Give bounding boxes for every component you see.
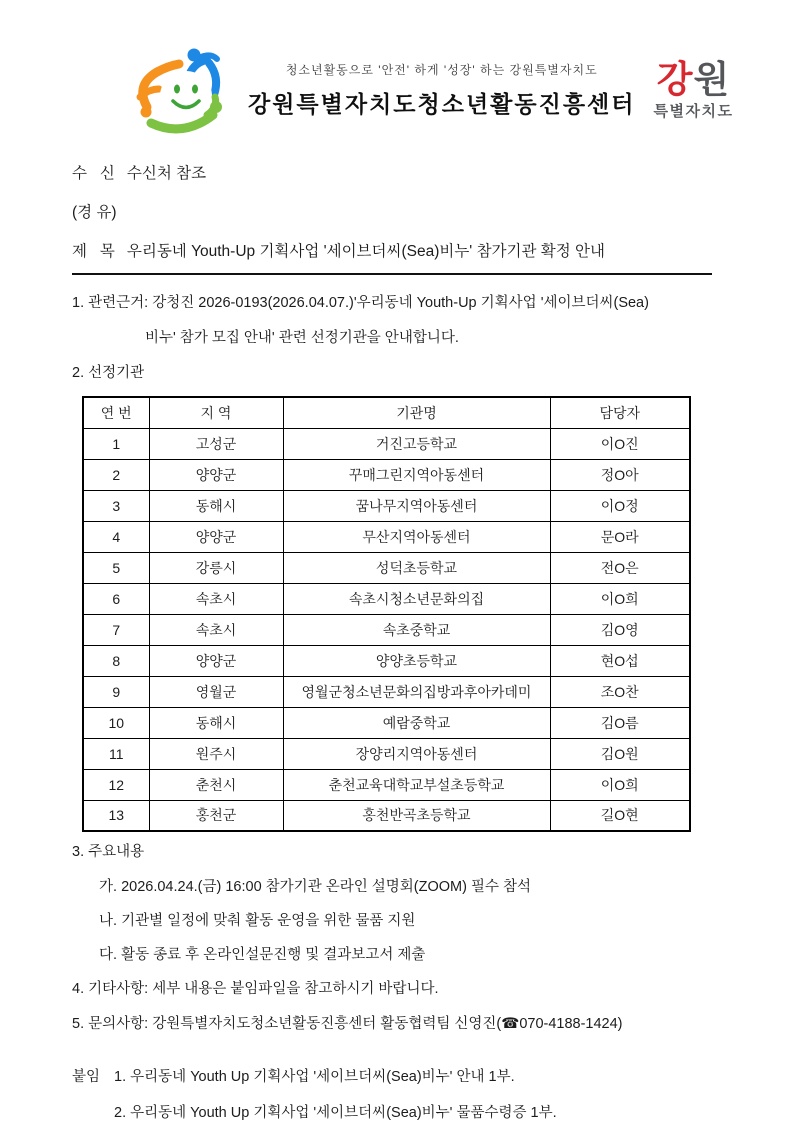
table-cell: 홍천군 (149, 800, 283, 831)
table-cell: 속초중학교 (283, 614, 550, 645)
selected-orgs-table (82, 396, 691, 832)
table-cell: 문O라 (550, 521, 690, 552)
col-header-manager: 담당자 (550, 397, 690, 428)
letter-meta-block (0, 135, 793, 275)
table-cell: 춘천교육대학교부설초등학교 (283, 769, 550, 800)
recipient-value: 수신처 참조 (126, 165, 207, 182)
gangwon-logo-char-1: 강 (656, 59, 694, 100)
table-cell: 양양군 (149, 459, 283, 490)
table-cell: 영월군 (149, 676, 283, 707)
table-cell: 속초시 (149, 614, 283, 645)
table-cell: 이O희 (550, 583, 690, 614)
table-cell: 1 (83, 428, 149, 459)
table-row (83, 583, 690, 614)
gangwon-logo-wordmark (642, 61, 746, 98)
youth-smiley-logo-icon (130, 45, 242, 135)
table-cell: 11 (83, 738, 149, 769)
table-cell: 양양군 (149, 521, 283, 552)
table-head (83, 397, 690, 428)
col-header-org: 기관명 (283, 397, 550, 428)
col-header-region: 지 역 (149, 397, 283, 428)
gangwon-province-logo (642, 61, 746, 119)
table-cell: 12 (83, 769, 149, 800)
table-row (83, 521, 690, 552)
table-row (83, 428, 690, 459)
table-row (83, 800, 690, 831)
table-cell: 10 (83, 707, 149, 738)
table-cell: 김O름 (550, 707, 690, 738)
recipient-label: 수 신 (72, 165, 115, 182)
recipient-line (72, 161, 712, 183)
subject-label: 제 목 (72, 243, 115, 260)
attachment-line-1 (72, 1065, 712, 1086)
table-cell: 이O진 (550, 428, 690, 459)
table-cell: 원주시 (149, 738, 283, 769)
other-notes-line: 4. 기타사항: 세부 내용은 붙임파일을 참고하시기 바랍니다. (72, 981, 439, 997)
table-cell: 2 (83, 459, 149, 490)
attachment-line-2 (72, 1101, 712, 1122)
table-row (83, 769, 690, 800)
attachments-label: 붙임 (72, 1069, 101, 1085)
gangwon-logo-subtext: 특별자치도 (653, 103, 734, 120)
table-cell: 동해시 (149, 490, 283, 521)
table-cell: 길O현 (550, 800, 690, 831)
table-cell: 성덕초등학교 (283, 552, 550, 583)
table-cell: 전O은 (550, 552, 690, 583)
via-value: (경 유) (72, 204, 117, 221)
header-title-block (242, 61, 642, 119)
table-cell: 4 (83, 521, 149, 552)
table-cell: 9 (83, 676, 149, 707)
table-row (83, 614, 690, 645)
table-cell: 꾸매그린지역아동센터 (283, 459, 550, 490)
attachment-item-2: 2. 우리동네 Youth Up 기획사업 '세이브더씨(Sea)비누' 물품수령증 1부. (114, 1105, 557, 1121)
main-content-item-da: 다. 활동 종료 후 온라인설문진행 및 결과보고서 제출 (99, 947, 426, 963)
table-cell: 꿈나무지역아동센터 (283, 490, 550, 521)
document-header (0, 0, 793, 135)
table-cell: 무산지역아동센터 (283, 521, 550, 552)
table-row (83, 645, 690, 676)
table-cell: 양양군 (149, 645, 283, 676)
table-cell: 김O영 (550, 614, 690, 645)
table-row (83, 552, 690, 583)
contact-line: 5. 문의사항: 강원특별자치도청소년활동진흥센터 활동협력팀 신영진(☎070-4188-1424) (72, 1016, 623, 1032)
table-cell: 이O희 (550, 769, 690, 800)
table-cell: 예람중학교 (283, 707, 550, 738)
attachments-block (0, 1047, 793, 1122)
table-cell: 조O찬 (550, 676, 690, 707)
table-cell: 6 (83, 583, 149, 614)
table-cell: 속초시 (149, 583, 283, 614)
main-content-item-ga: 가. 2026.04.24.(금) 16:00 참가기관 온라인 설명회(ZOOM) 필수 참석 (99, 879, 532, 895)
table-cell: 정O아 (550, 459, 690, 490)
table-cell: 속초시청소년문화의집 (283, 583, 550, 614)
col-header-number: 연 번 (83, 397, 149, 428)
gangwon-logo-char-2: 원 (693, 59, 731, 100)
org-table-body (83, 428, 690, 831)
table-cell: 장양리지역아동센터 (283, 738, 550, 769)
table-cell: 이O정 (550, 490, 690, 521)
header-tagline: 청소년활동으로 '안전' 하게 '성장' 하는 강원특별자치도 (285, 63, 598, 77)
org-name-title: 강원특별자치도청소년활동진흥센터 (248, 91, 636, 117)
table-cell: 현O섭 (550, 645, 690, 676)
table-cell: 7 (83, 614, 149, 645)
table-cell: 동해시 (149, 707, 283, 738)
table-cell: 춘천시 (149, 769, 283, 800)
table-header-row (83, 397, 690, 428)
attachment-item-1: 1. 우리동네 Youth Up 기획사업 '세이브더씨(Sea)비누' 안내 1부. (114, 1069, 515, 1085)
ref-basis-line-1: 1. 관련근거: 강청진 2026-0193(2026.04.07.)'우리동네 Youth-Up 기획사업 '세이브더씨(Sea) (72, 295, 649, 311)
table-cell: 김O원 (550, 738, 690, 769)
table-row (83, 707, 690, 738)
via-line (72, 200, 712, 222)
table-cell: 양양초등학교 (283, 645, 550, 676)
table-cell: 8 (83, 645, 149, 676)
subject-line (72, 239, 712, 275)
table-row (83, 490, 690, 521)
table-cell: 홍천반곡초등학교 (283, 800, 550, 831)
table-cell: 3 (83, 490, 149, 521)
table-row (83, 676, 690, 707)
selected-orgs-heading: 2. 선정기관 (72, 365, 145, 381)
document-body (0, 275, 793, 1033)
table-cell: 고성군 (149, 428, 283, 459)
main-content-heading: 3. 주요내용 (72, 844, 145, 860)
table-row (83, 738, 690, 769)
main-content-item-na: 나. 기관별 일정에 맞춰 활동 운영을 위한 물품 지원 (99, 913, 416, 929)
subject-value: 우리동네 Youth-Up 기획사업 '세이브더씨(Sea)비누' 참가기관 확정 안내 (126, 243, 605, 260)
ref-basis-line-2: 비누' 참가 모집 안내' 관련 선정기관을 안내합니다. (145, 330, 459, 346)
table-cell: 강릉시 (149, 552, 283, 583)
table-cell: 거진고등학교 (283, 428, 550, 459)
table-cell: 영월군청소년문화의집방과후아카데미 (283, 676, 550, 707)
table-cell: 13 (83, 800, 149, 831)
table-row (83, 459, 690, 490)
table-cell: 5 (83, 552, 149, 583)
